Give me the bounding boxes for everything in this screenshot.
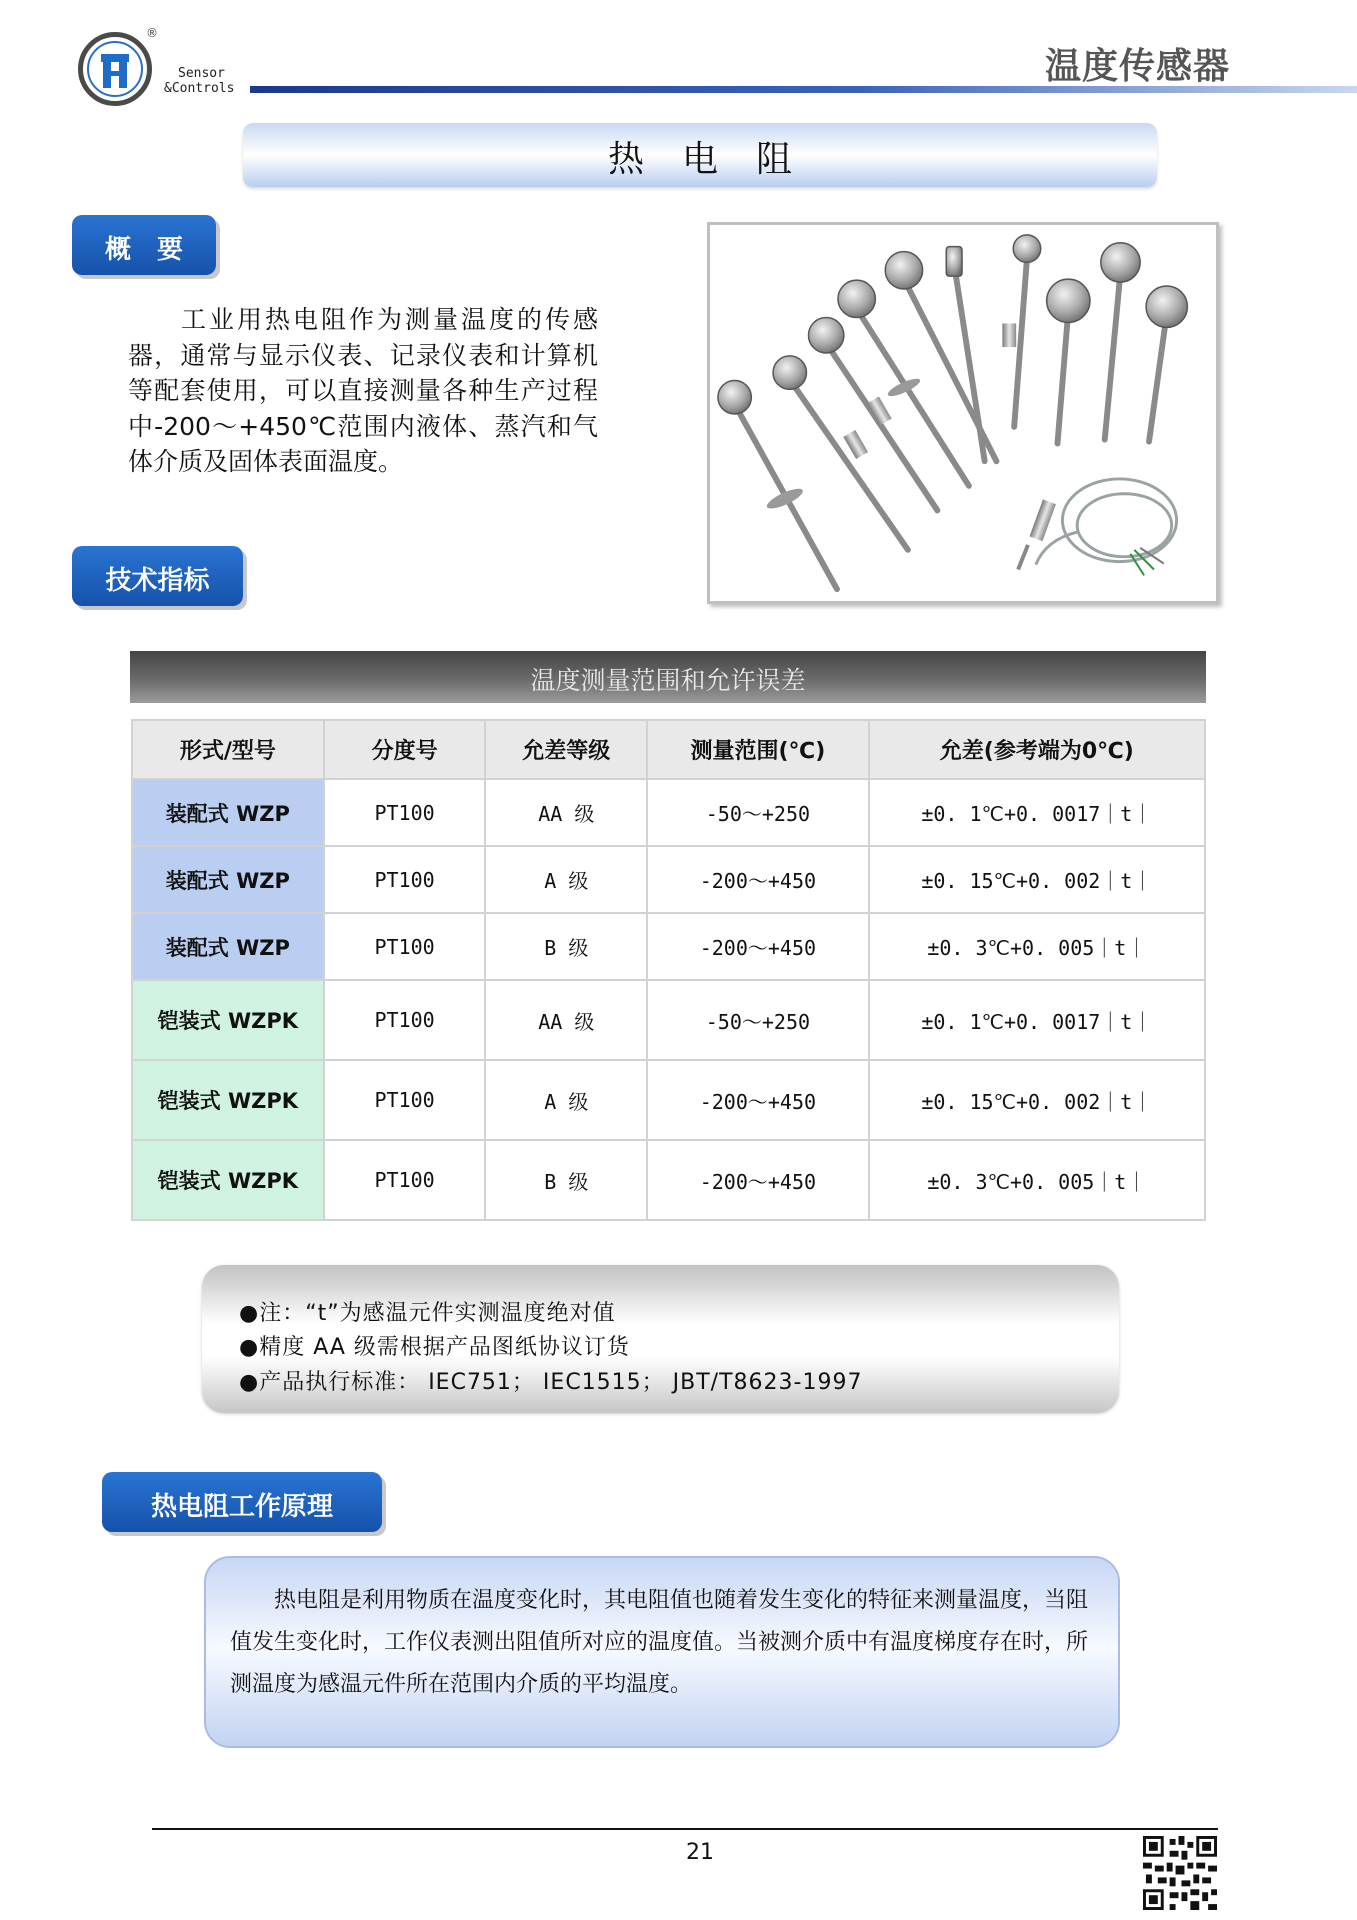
cell-model: 铠装式 WZPK xyxy=(132,1060,324,1140)
header-index: 分度号 xyxy=(324,720,486,779)
cell-model: 装配式 WZP xyxy=(132,913,324,980)
cell-grade: A 级 xyxy=(485,1060,647,1140)
page-title: 热电阻 xyxy=(607,139,830,180)
header-grade: 允差等级 xyxy=(485,720,647,779)
cell-index: PT100 xyxy=(324,980,486,1060)
table-row xyxy=(132,1140,1205,1220)
cell-tolerance: ±0. 15℃+0. 002｜t｜ xyxy=(869,846,1205,913)
brand-line-2: &Controls xyxy=(164,81,235,96)
section-tab-principle-label: 热电阻工作原理 xyxy=(150,1492,333,1522)
brand-name xyxy=(164,66,234,96)
page-title-banner xyxy=(243,123,1157,187)
cell-range: -200～+450 xyxy=(647,1140,869,1220)
header-model: 形式/型号 xyxy=(132,720,324,779)
table-row xyxy=(132,1060,1205,1140)
registered-mark: ® xyxy=(146,26,158,40)
note-item: ●注：“t”为感温元件实测温度绝对值 xyxy=(239,1301,616,1326)
table-header-row xyxy=(132,720,1205,779)
cell-tolerance: ±0. 15℃+0. 002｜t｜ xyxy=(869,1060,1205,1140)
cell-index: PT100 xyxy=(324,846,486,913)
cell-tolerance: ±0. 1℃+0. 0017｜t｜ xyxy=(869,779,1205,846)
intro-paragraph xyxy=(128,302,598,480)
qr-code-icon xyxy=(1143,1836,1217,1910)
section-tab-principle xyxy=(102,1472,382,1532)
cell-range: -50～+250 xyxy=(647,980,869,1060)
cell-index: PT100 xyxy=(324,779,486,846)
note-item: ●精度 AA 级需根据产品图纸协议订货 xyxy=(239,1335,630,1360)
intro-text: 工业用热电阻作为测量温度的传感器，通常与显示仪表、记录仪表和计算机等配套使用，可以直接测量各种生产过程中-200～+450℃范围内液体、蒸汽和气体介质及固体表面温度。 xyxy=(128,305,598,476)
principle-box xyxy=(204,1556,1120,1748)
cell-grade: A 级 xyxy=(485,846,647,913)
table-caption: 温度测量范围和允许误差 xyxy=(530,666,806,695)
section-tab-overview xyxy=(72,215,216,275)
cell-range: -200～+450 xyxy=(647,1060,869,1140)
cell-grade: B 级 xyxy=(485,1140,647,1220)
rtd-sensors-illustration xyxy=(710,225,1216,601)
cell-grade: AA 级 xyxy=(485,980,647,1060)
principle-text: 热电阻是利用物质在温度变化时，其电阻值也随着发生变化的特征来测量温度，当阻值发生变化时，工作仪表测出阻值所对应的温度值。当被测介质中有温度梯度存在时，所测温度为感温元件所在范围内介质的平均温度。 xyxy=(230,1588,1089,1697)
cell-range: -200～+450 xyxy=(647,846,869,913)
table-caption-bar xyxy=(130,651,1206,703)
company-logo xyxy=(78,32,152,106)
cell-range: -50～+250 xyxy=(647,779,869,846)
cell-tolerance: ±0. 3℃+0. 005｜t｜ xyxy=(869,913,1205,980)
cell-model: 铠装式 WZPK xyxy=(132,1140,324,1220)
table-row xyxy=(132,846,1205,913)
header-range: 测量范围(℃) xyxy=(647,720,869,779)
product-photo xyxy=(707,222,1219,604)
cell-index: PT100 xyxy=(324,913,486,980)
cell-range: -200～+450 xyxy=(647,913,869,980)
cell-model: 装配式 WZP xyxy=(132,779,324,846)
spec-table xyxy=(131,719,1206,1221)
cell-model: 铠装式 WZPK xyxy=(132,980,324,1060)
cell-tolerance: ±0. 1℃+0. 0017｜t｜ xyxy=(869,980,1205,1060)
notes-box xyxy=(202,1265,1119,1413)
cell-index: PT100 xyxy=(324,1140,486,1220)
cell-tolerance: ±0. 3℃+0. 005｜t｜ xyxy=(869,1140,1205,1220)
cell-model: 装配式 WZP xyxy=(132,846,324,913)
page-number: 21 xyxy=(686,1840,714,1865)
section-tab-overview-label: 概 要 xyxy=(104,235,183,265)
section-tab-specs xyxy=(72,546,243,606)
cell-index: PT100 xyxy=(324,1060,486,1140)
table-row xyxy=(132,779,1205,846)
category-title: 温度传感器 xyxy=(1044,46,1230,87)
table-row xyxy=(132,980,1205,1060)
cell-grade: B 级 xyxy=(485,913,647,980)
table-row xyxy=(132,913,1205,980)
brand-line-1: Sensor xyxy=(178,66,225,81)
cell-grade: AA 级 xyxy=(485,779,647,846)
footer-rule xyxy=(152,1828,1218,1830)
section-tab-specs-label: 技术指标 xyxy=(105,566,210,596)
note-item: ●产品执行标准： IEC751； IEC1515； JBT/T8623-1997 xyxy=(239,1370,863,1395)
header-tolerance: 允差(参考端为0℃) xyxy=(869,720,1205,779)
